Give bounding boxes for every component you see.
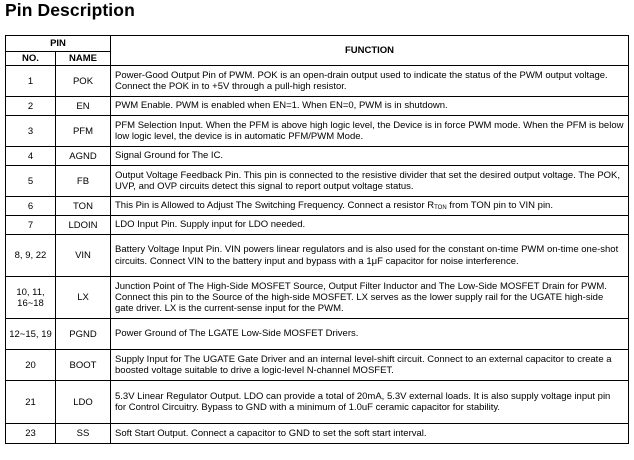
pin-name: VIN (56, 235, 111, 277)
pin-name: PGND (56, 319, 111, 350)
name-header: NAME (56, 52, 111, 66)
pin-function: Supply Input for The UGATE Gate Driver and an internal level-shift circuit. Connect to an external capacitor to create a boosted voltage suitable to drive a logic-level N-channel MOSFET. (111, 350, 629, 381)
pin-function: Battery Voltage Input Pin. VIN powers linear regulators and is also used for the constant on-time PWM on-time one-shot circuits. Connect VIN to the battery input and bypass with a 1μF capacitor for noise interference. (111, 235, 629, 277)
pin-function: Signal Ground for The IC. (111, 147, 629, 166)
table-row (6, 197, 629, 216)
pin-number: 7 (6, 216, 56, 235)
pin-number: 10, 11, 16~18 (6, 277, 56, 319)
pin-name: LDOIN (56, 216, 111, 235)
pin-number: 8, 9, 22 (6, 235, 56, 277)
table-row (6, 319, 629, 350)
table-row (6, 277, 629, 319)
pin-name: EN (56, 97, 111, 116)
table-row (6, 166, 629, 197)
pin-number: 21 (6, 381, 56, 424)
page-title: Pin Description (5, 0, 135, 20)
pin-number: 6 (6, 197, 56, 216)
table-row (6, 350, 629, 381)
pin-function: Junction Point of The High-Side MOSFET Source, Output Filter Inductor and The Low-Side MOSFET Drain for PWM. Connect this pin to the Source of the high-side MOSFET. LX serves as the lower supply rail for the UGATE high-side gate driver. LX is the current-sense input for the PWM. (111, 277, 629, 319)
pin-function: Power-Good Output Pin of PWM. POK is an open-drain output used to indicate the status of the PWM output voltage. Connect the POK in to +5V through a pull-high resistor. (111, 66, 629, 97)
table-row (6, 147, 629, 166)
pin-function: Output Voltage Feedback Pin. This pin is connected to the resistive divider that set the desired output voltage. The POK, UVP, and OVP circuits detect this signal to report output voltage status. (111, 166, 629, 197)
table-row (6, 216, 629, 235)
pin-name: PFM (56, 116, 111, 147)
table-row (6, 66, 629, 97)
pin-name: SS (56, 424, 111, 444)
pin-function: 5.3V Linear Regulator Output. LDO can provide a total of 20mA, 5.3V external loads. It is also supply voltage input pin for Control Circuitry. Bypass to GND with a minimum of 1.0uF ceramic capacitor for stability. (111, 381, 629, 424)
no-header: NO. (6, 52, 56, 66)
table-row (6, 97, 629, 116)
pin-function-text-end: from TON pin to VIN pin. (446, 200, 553, 212)
pin-function-text: This Pin is Allowed to Adjust The Switching Frequency. Connect a resistor R (115, 200, 435, 212)
pin-function: Soft Start Output. Connect a capacitor to GND to set the soft start interval. (111, 424, 629, 444)
pin-name: AGND (56, 147, 111, 166)
table-row (6, 116, 629, 147)
pin-function: Power Ground of The LGATE Low-Side MOSFET Drivers. (111, 319, 629, 350)
pin-number: 2 (6, 97, 56, 116)
pin-name: LDO (56, 381, 111, 424)
pin-function: PFM Selection Input. When the PFM is above high logic level, the Device is in force PWM mode. When the PFM is below low logic level, the device is in automatic PFM/PWM Mode. (111, 116, 629, 147)
table-row (6, 235, 629, 277)
pin-name: FB (56, 166, 111, 197)
pin-number: 23 (6, 424, 56, 444)
pin-header: PIN (6, 36, 111, 52)
pin-description-table (5, 35, 629, 444)
table-row (6, 381, 629, 424)
pin-number: 20 (6, 350, 56, 381)
pin-function: LDO Input Pin. Supply input for LDO needed. (111, 216, 629, 235)
pin-name: BOOT (56, 350, 111, 381)
pin-number: 3 (6, 116, 56, 147)
pin-number: 1 (6, 66, 56, 97)
function-header: FUNCTION (111, 36, 629, 66)
pin-function (111, 197, 629, 216)
pin-name: POK (56, 66, 111, 97)
pin-number: 5 (6, 166, 56, 197)
pin-number: 4 (6, 147, 56, 166)
subscript-ton: TON (434, 205, 447, 212)
pin-function: PWM Enable. PWM is enabled when EN=1. When EN=0, PWM is in shutdown. (111, 97, 629, 116)
pin-name: TON (56, 197, 111, 216)
table-row (6, 424, 629, 444)
pin-number: 12~15, 19 (6, 319, 56, 350)
pin-name: LX (56, 277, 111, 319)
